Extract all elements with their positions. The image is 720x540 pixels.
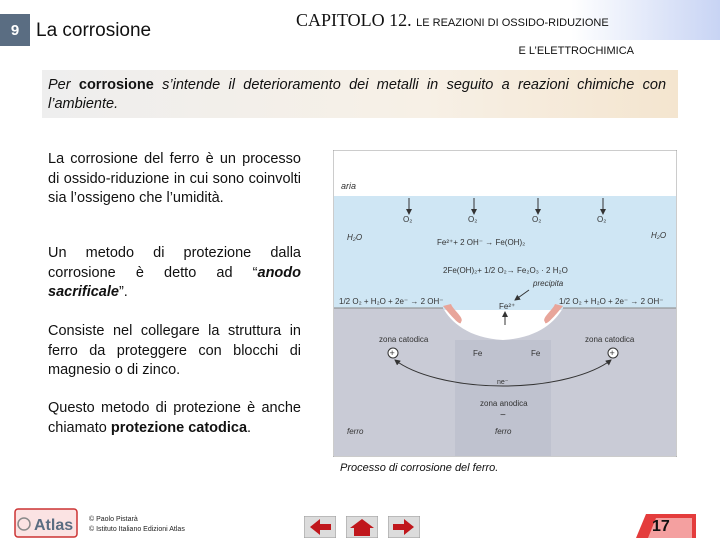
previous-page-button[interactable] xyxy=(304,516,336,538)
paragraph-4-start: Questo metodo di protezione è anche chiamato xyxy=(48,400,301,436)
definition-text xyxy=(48,76,666,114)
definition-lead: Per xyxy=(48,77,79,93)
copyright-author: © Paolo Pistarà xyxy=(89,516,138,523)
chapter-label: CAPITOLO 12. xyxy=(296,10,412,30)
plus-left: + xyxy=(389,348,395,358)
diagram-caption: Processo di corrosione del ferro. xyxy=(340,462,499,474)
reaction-cathode-left: 1/2 O₂ + H₂O + 2e⁻ → 2 OH⁻ xyxy=(339,297,444,306)
anode-minus: − xyxy=(500,410,506,421)
o2-label-1: O₂ xyxy=(403,215,413,224)
copyright xyxy=(89,515,185,535)
corrosion-diagram xyxy=(333,150,677,457)
paragraph-3: Consiste nel collegare la struttura in ferro da proteggere con blocchi di magnesio o di zinco. xyxy=(48,323,301,378)
water-region xyxy=(334,196,676,310)
copyright-publisher: © Istituto Italiano Edizioni Atlas xyxy=(89,526,185,533)
electron-label: ne⁻ xyxy=(497,379,509,386)
atlas-logo xyxy=(14,508,78,538)
anodic-zone-label: zona anodica xyxy=(480,399,528,408)
iron-label-center: ferro xyxy=(495,427,512,436)
chapter-number: 9 xyxy=(10,21,20,39)
section-title: La corrosione xyxy=(36,20,152,41)
cathodic-zone-right: zona catodica xyxy=(585,335,635,344)
paragraph-4 xyxy=(48,399,301,438)
home-button[interactable] xyxy=(346,516,378,538)
water-label-right: H₂O xyxy=(651,231,667,240)
fe-label-2: Fe xyxy=(531,349,541,358)
chapter-subtitle-2: E L’ELETTROCHIMICA xyxy=(518,45,634,57)
o2-label-2: O₂ xyxy=(468,215,478,224)
page-number: 17 xyxy=(652,518,670,535)
plus-right: + xyxy=(609,348,615,358)
paragraph-2-term: anodo sacrificale xyxy=(48,264,301,300)
definition-term: corrosione xyxy=(78,77,154,93)
o2-label-4: O₂ xyxy=(597,215,607,224)
o2-label-3: O₂ xyxy=(532,215,542,224)
reaction-hydroxide: Fe²⁺+ 2 OH⁻ → Fe(OH)₂ xyxy=(437,238,526,247)
water-label-left: H₂O xyxy=(347,233,363,242)
paragraph-2-end: ”. xyxy=(118,284,128,300)
definition-rest: s’intende il deterioramento dei metalli in seguito a reazioni chimiche con l’ambiente. xyxy=(48,77,667,112)
precipitate-label: precipita xyxy=(533,279,564,288)
iron-label-left: ferro xyxy=(347,427,364,436)
paragraph-4-term: protezione catodica xyxy=(110,419,248,436)
paragraph-2-start: Un metodo di protezione dalla corrosione è detto ad “ xyxy=(48,245,301,281)
fe-label-1: Fe xyxy=(473,349,483,358)
air-region xyxy=(334,151,676,196)
next-page-button[interactable] xyxy=(388,516,420,538)
reaction-cathode-right: 1/2 O₂ + H₂O + 2e⁻ → 2 OH⁻ xyxy=(559,297,664,306)
logo-text: Atlas xyxy=(34,517,74,534)
air-label: aria xyxy=(341,181,357,191)
paragraph-4-end: . xyxy=(247,419,252,436)
paragraph-2 xyxy=(48,244,301,303)
chapter-subtitle-1: LE REAZIONI DI OSSIDO-RIDUZIONE xyxy=(416,17,609,29)
paragraph-1: La corrosione del ferro è un processo di ossido-riduzione in cui sono coinvolti sia l’ossigeno che l’umidità. xyxy=(48,151,301,206)
reaction-rust: 2Fe(OH)₂+ 1/2 O₂→ Fe₂O₃ · 2 H₂O xyxy=(443,266,568,275)
ferrous-ion-label: Fe²⁺ xyxy=(499,302,516,311)
chapter-heading xyxy=(296,10,609,31)
chapter-number-badge xyxy=(0,14,30,46)
cathodic-zone-left: zona catodica xyxy=(379,335,429,344)
